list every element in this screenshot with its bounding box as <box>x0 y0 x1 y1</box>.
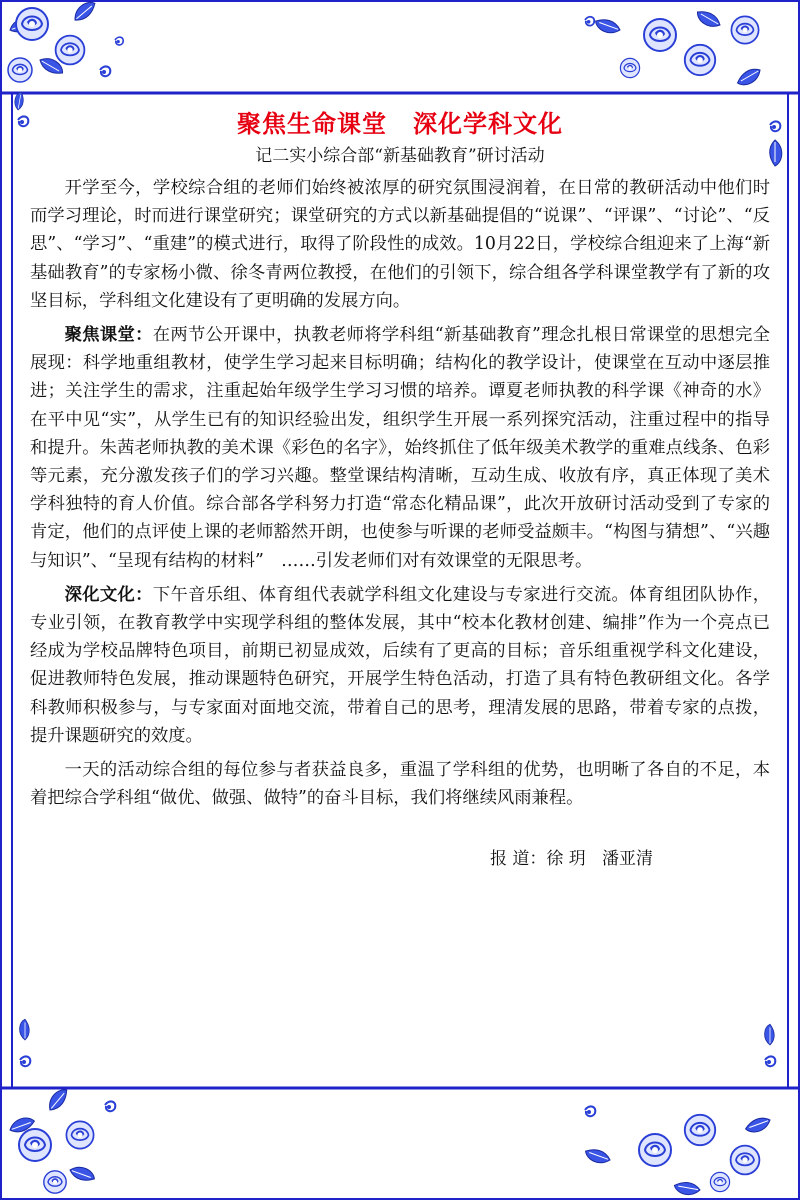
article <box>30 108 770 872</box>
article-subtitle: 记二实小综合部“新基础教育”研讨活动 <box>255 146 545 166</box>
deepen-lead: 深化文化： <box>64 584 153 605</box>
corner-flower-bottom-left-icon <box>8 1019 116 1193</box>
focus-body: 在两节公开课中，执教老师将学科组“新基础教育”理念扎根日常课堂的思想完全展现：科学地重组教材，使学生学习起来目标明确；结构化的教学设计，使课堂在互动中逐层推进；关注学生的需求，注重起始年级学生学习习惯的培养。谭夏老师执教的科学课《神奇的水》在平中见“实”，从学生已有的知识经验出发，组织学生开展一系列探究活动，注重过程中的指导和提升。朱茜老师执教的美术课《彩色的名字》，始终抓住了低年级美术教学的重难点线条、色彩等元素，充分激发孩子们的学习兴趣。整堂课结构清晰，互动生成、收放有序，真正体现了美术学科独特的育人价值。综合部各学科努力打造“常态化精品课”，此次开放研讨活动受到了专家的肯定，他们的点评使上课的老师豁然开朗，也使参与听课的老师受益颇丰。“构图与猜想”、“兴趣与知识”、“呈现有结构的材料” ……引发老师们对有效课堂的无限思考。 <box>30 325 770 571</box>
article-title <box>30 108 770 140</box>
side-swirl-left-icon <box>13 91 28 126</box>
title-part-2: 深化学科文化 <box>413 109 563 138</box>
deepen-paragraph <box>30 581 770 750</box>
reporter-line: 报 道：徐 玥 潘亚清 <box>490 849 654 870</box>
conclusion-paragraph: 一天的活动综合组的每位参与者获益良多，重温了学科组的优势，也明晰了各自的不足，本着把综合学科组“做优、做强、做特”的奋斗目标，我们将继续风雨兼程。 <box>30 760 770 809</box>
focus-paragraph <box>30 321 770 575</box>
focus-lead: 聚焦课堂： <box>64 325 153 346</box>
intro-paragraph: 开学至今，学校综合组的老师们始终被浓厚的研究氛围浸润着，在日常的教研活动中他们时而学习理论，时而进行课堂研究；课堂研究的方式以新基础提倡的“说课”、“评课”、“讨论”、“反思”、“学习”、“重建”的模式进行，取得了阶段性的成效。10月22日，学校综合组迎来了上海“新基础教育”的专家杨小微、徐冬青两位教授，在他们的引领下，综合组各学科课堂教学有了新的攻坚目标，学科组文化建设有了更明确的发展方向。 <box>30 178 770 311</box>
corner-flower-bottom-right-icon <box>583 1024 775 1196</box>
corner-flower-top-left-icon <box>8 0 124 82</box>
deepen-body: 下午音乐组、体育组代表就学科组文化建设与专家进行交流。体育组团队协作，专业引领，在教育教学中实现学科组的整体发展，其中“校本化教材创建、编排”作为一个亮点已经成为学校品牌特色项目，前期已初显成效，后续有了更高的目标；音乐组重视学科文化建设，促进教师特色发展，推动课题特色研究，开展学生特色活动，打造了具有特色教研组文化。各学科教师积极参与，与专家面对面地交流，带着自己的思考，理清发展的思路，带着专家的点拨，提升课题研究的效度。 <box>30 584 770 746</box>
title-part-1: 聚焦生命课堂 <box>237 109 387 138</box>
